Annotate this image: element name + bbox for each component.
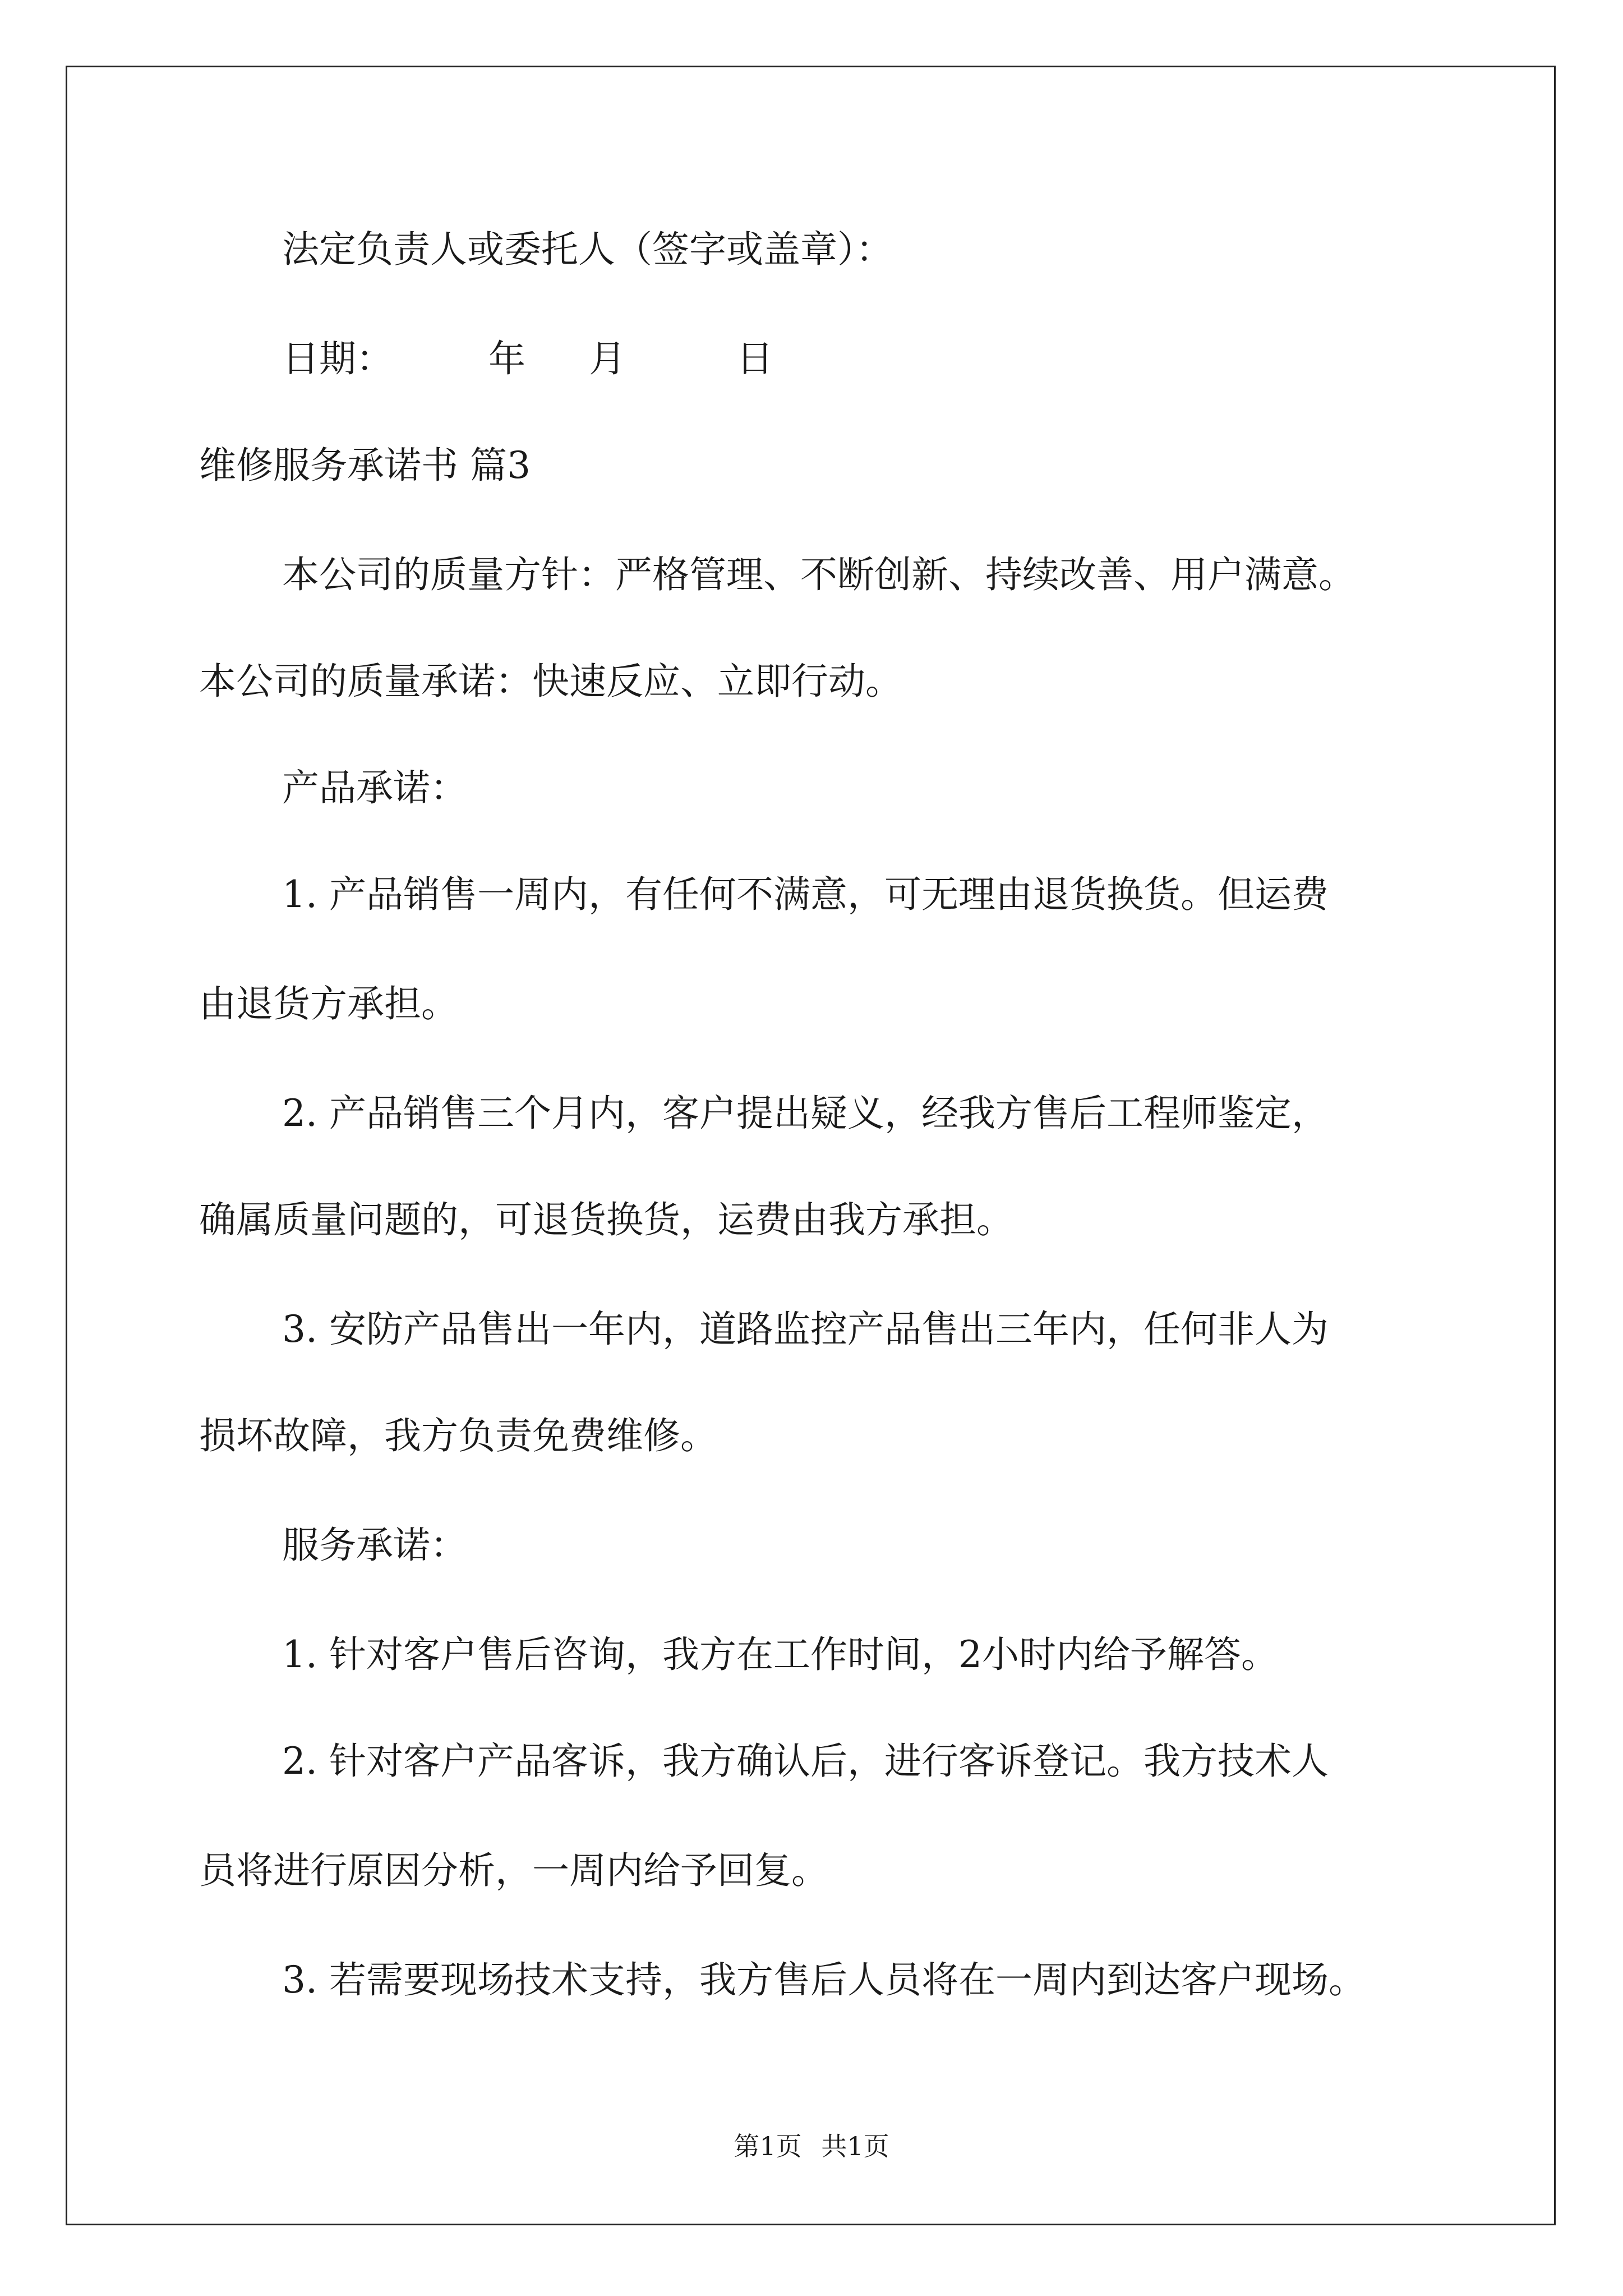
product-item-1-line-1: 1. 产品销售一周内，有任何不满意，可无理由退货换货。但运费: [282, 873, 1329, 916]
product-item-2-line-1: 2. 产品销售三个月内，客户提出疑义，经我方售后工程师鉴定，: [282, 1092, 1329, 1135]
date-label: 日期：: [282, 337, 393, 380]
product-heading: 产品承诺：: [282, 766, 467, 809]
page-footer: [0, 2129, 1623, 2163]
product-item-1-line-2: 由退货方承担。: [199, 982, 458, 1025]
page-border: [66, 66, 1556, 2225]
product-item-3-line-1: 3. 安防产品售出一年内，道路监控产品售出三年内，任何非人为: [282, 1308, 1329, 1351]
service-item-1-line-1: 1. 针对客户售后咨询，我方在工作时间，2小时内给予解答。: [282, 1633, 1278, 1676]
date-year: 年: [488, 337, 525, 380]
service-heading: 服务承诺：: [282, 1524, 467, 1567]
footer-page-total: 共1页: [821, 2131, 889, 2161]
signature-line: 法定负责人或委托人（签字或盖章）：: [282, 228, 893, 271]
footer-page-number: 第1页: [734, 2131, 802, 2161]
section-title: 维修服务承诺书 篇3: [199, 444, 531, 487]
service-item-2-line-1: 2. 针对客户产品客诉，我方确认后，进行客诉登记。我方技术人: [282, 1740, 1329, 1783]
product-item-3-line-2: 损坏故障，我方负责免费维修。: [199, 1414, 717, 1457]
date-day: 日: [736, 337, 773, 380]
product-item-2-line-2: 确属质量问题的，可退货换货，运费由我方承担。: [199, 1198, 1013, 1241]
service-item-3-line-1: 3. 若需要现场技术支持，我方售后人员将在一周内到达客户现场。: [282, 1958, 1366, 2001]
service-item-2-line-2: 员将进行原因分析，一周内给予回复。: [199, 1849, 828, 1892]
policy-line-2: 本公司的质量承诺：快速反应、立即行动。: [199, 660, 902, 703]
date-month: 月: [589, 337, 626, 380]
policy-line-1: 本公司的质量方针：严格管理、不断创新、持续改善、用户满意。: [282, 553, 1355, 596]
